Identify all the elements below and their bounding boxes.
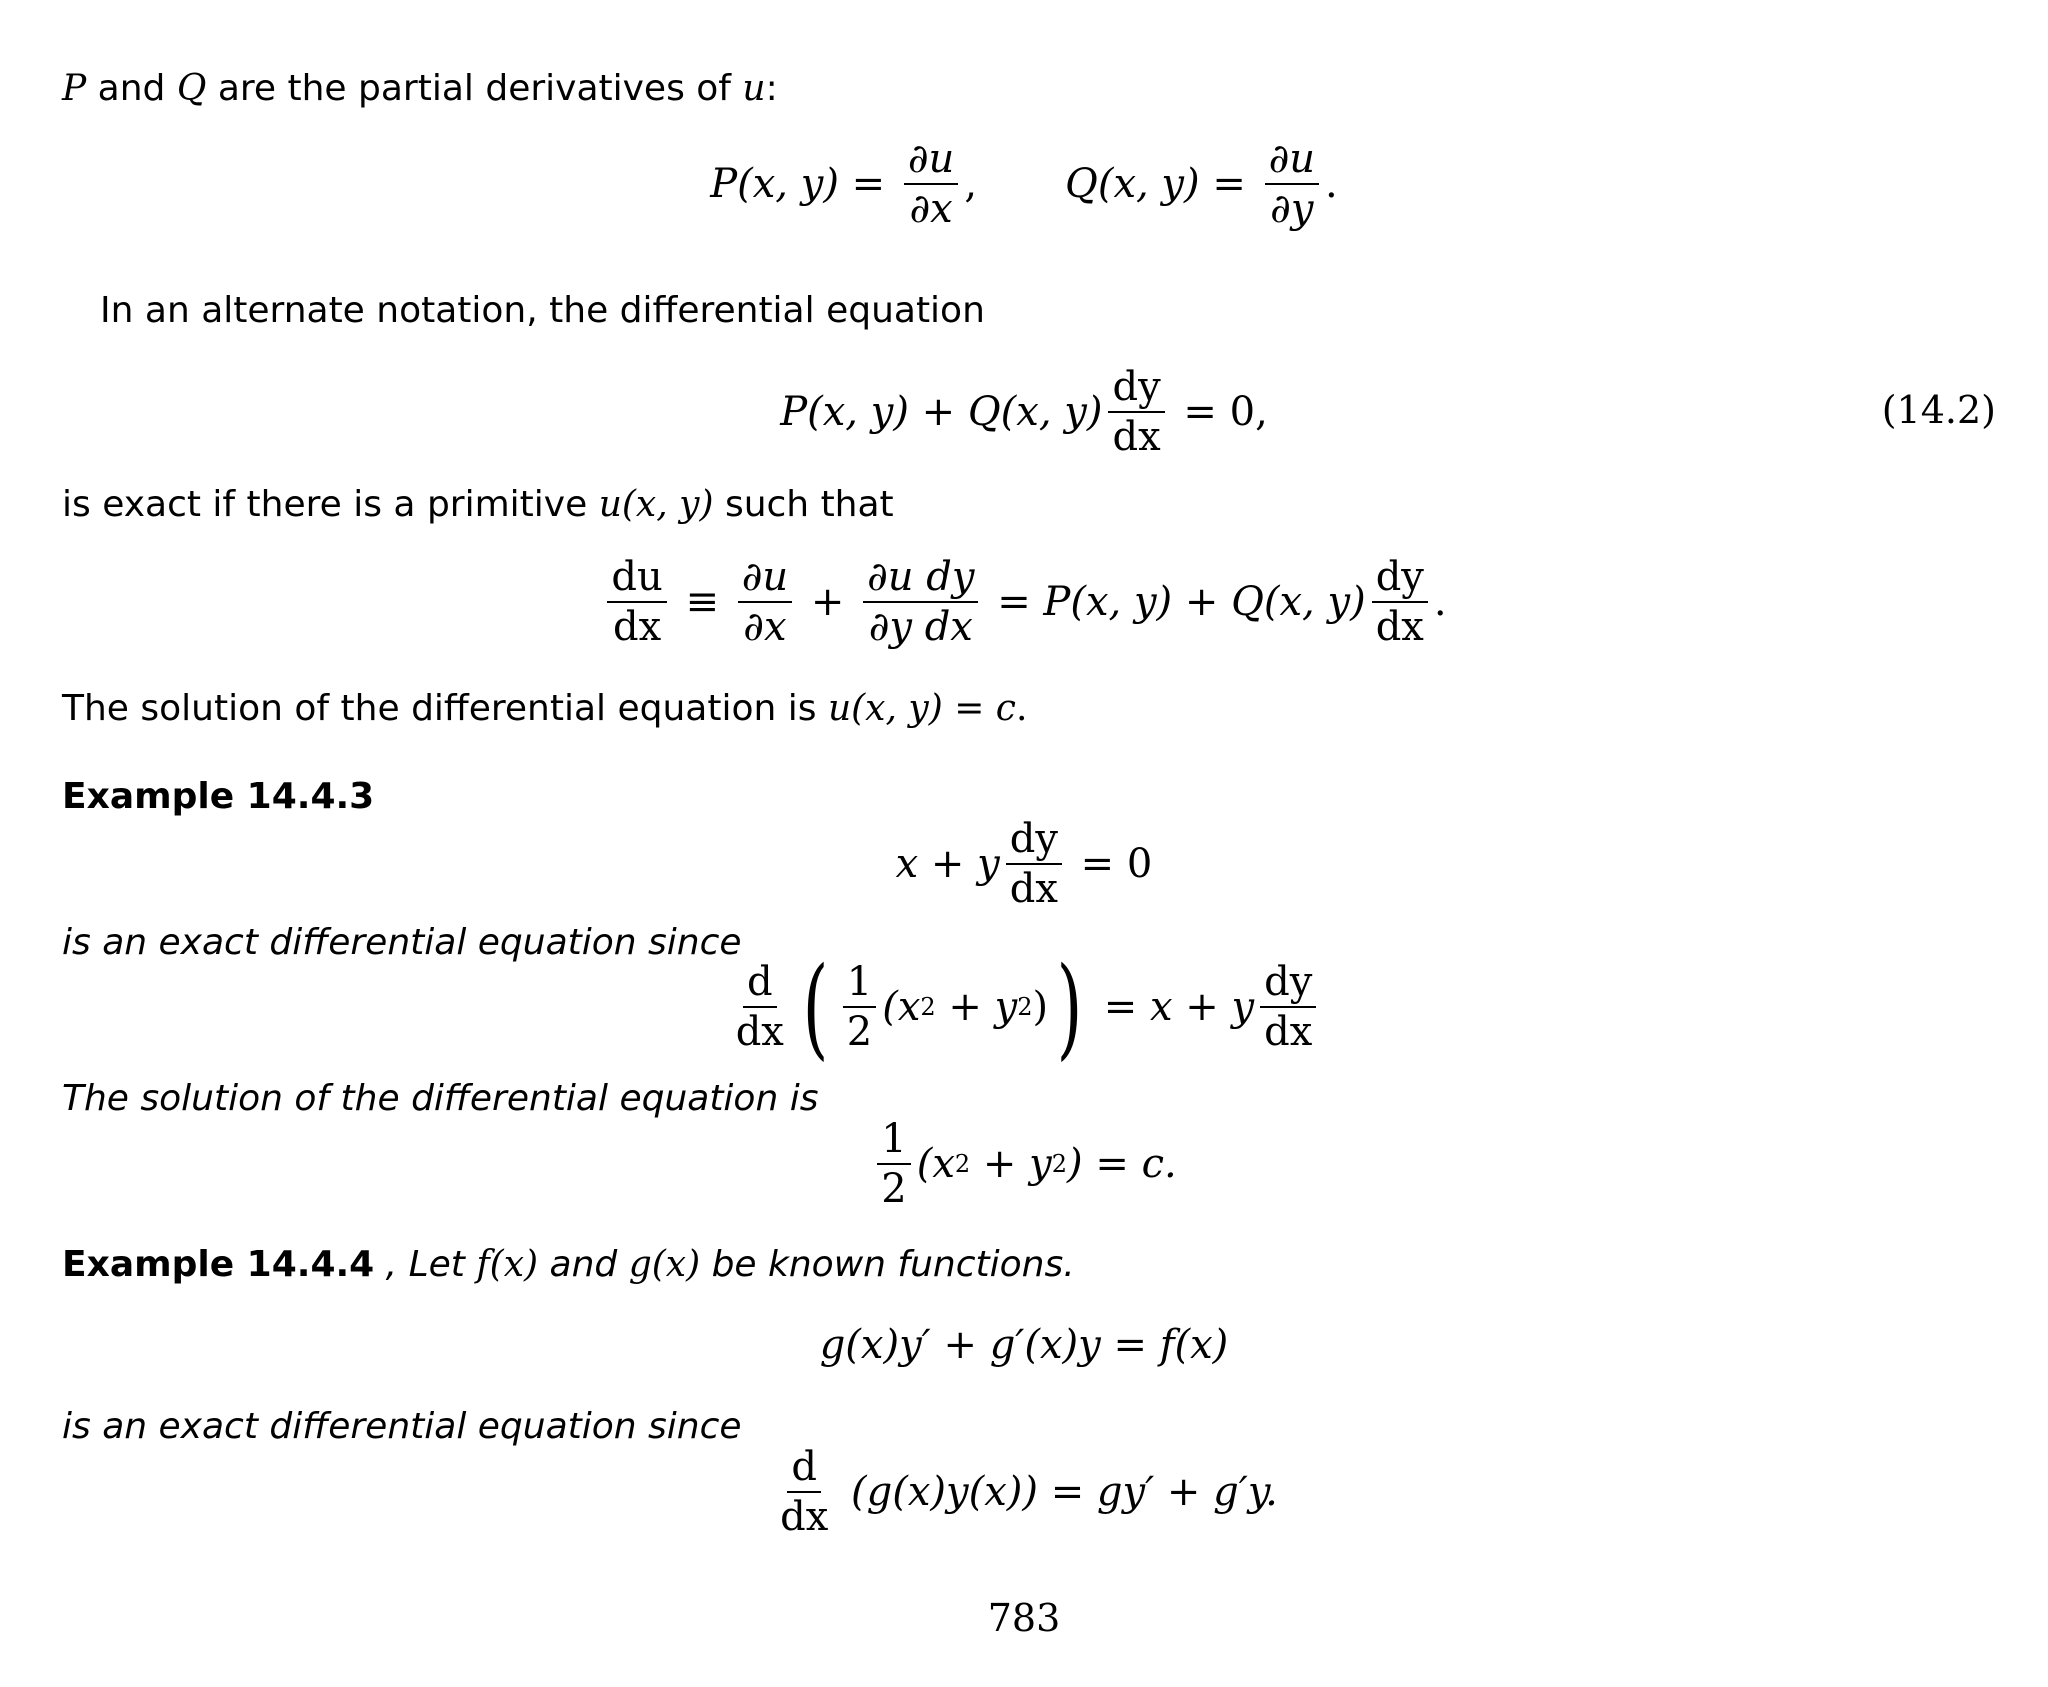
- example-14-4-4-heading: Example 14.4.4 , Let f(x) and g(x) be known functions.: [62, 1244, 1075, 1285]
- fraction-partial-u-y-dy-dx: $\frac{\text{∂u dy}}{\text{∂y dx}}$: [863, 556, 978, 648]
- fraction-partial-u-x: $\frac{\partial u}{\partial x}$: [738, 556, 792, 648]
- fraction-dy-dx-2: $\frac{dy}{dx}$: [1372, 556, 1428, 648]
- fraction-du-dx-total: $\frac{du}{dx}$: [607, 556, 666, 648]
- solution-paragraph-example: The solution of the differential equation is: [62, 1078, 819, 1119]
- fraction-d-dx-2: $\frac{d}{dx}$: [780, 1444, 829, 1540]
- fraction-d-dx: $\frac{d}{dx}$: [735, 959, 784, 1055]
- equation-total-derivative: $\frac{du}{dx}$ ≡ $\frac{\partial u}{\partial x}$ + $\frac{\text{∂u dy}}{\text{∂y dx}}$ = P(x, y) + Q(x, y) $\frac{dy}{dx}$ .: [0, 556, 2048, 648]
- fraction-dy-dx: $\frac{dy}{dx}$: [1108, 366, 1164, 458]
- equation-14-2: P(x, y) + Q(x, y) $\frac{dy}{dx}$ = 0,: [780, 364, 1268, 460]
- equation-example-14-4-4: g(x)y′ + g′(x)y = f(x): [819, 1322, 1229, 1368]
- fraction-dy-dx-ex1: $\frac{dy}{dx}$: [1006, 818, 1062, 910]
- fraction-du-dx: $\frac{\partial u}{\partial x}$: [904, 138, 958, 230]
- page-number: 783: [987, 1596, 1061, 1640]
- fraction-du-dy: $\frac{\partial u}{\partial y}$: [1265, 138, 1319, 230]
- exact-since-paragraph-1: is an exact differential equation since: [62, 922, 742, 963]
- fraction-one-half: $\frac{1}{2}$: [843, 961, 876, 1053]
- exact-since-paragraph-2: is an exact differential equation since: [62, 1406, 742, 1447]
- equation-solution-example: $\frac{1}{2}$ (x 2 + y 2 ) = c.: [0, 1118, 2048, 1210]
- alternate-notation-paragraph: In an alternate notation, the differential equation: [100, 290, 985, 331]
- equation-derivative-half-sum: $\frac{d}{dx}$ ( $\frac{1}{2}$ (x 2 + y 2 ) ) = x + y $\frac{dy}{dx}$: [0, 952, 2048, 1062]
- partial-derivatives-intro: P and Q are the partial derivatives of u:: [62, 68, 778, 109]
- fraction-dy-dx-ex1b: $\frac{dy}{dx}$: [1260, 961, 1316, 1053]
- exact-primitive-paragraph: is exact if there is a primitive u(x, y) such that: [62, 484, 894, 525]
- equation-number: (14.2): [1881, 388, 1996, 432]
- solution-paragraph: The solution of the differential equation is u(x, y) = c.: [62, 688, 1028, 729]
- equation-partial-derivatives: P(x, y) = $\frac{\partial u}{\partial x}$ , Q(x, y) = $\frac{\partial u}{\partial y}$ .: [710, 136, 1338, 232]
- example-14-4-3-heading: Example 14.4.3: [62, 776, 375, 817]
- equation-product-derivative: $\frac{d}{dx}$ (g(x)y(x)) = gy′ + g′y.: [0, 1446, 2048, 1538]
- equation-example-14-4-3: x + y $\frac{dy}{dx}$ = 0: [895, 816, 1153, 912]
- fraction-one-half-2: $\frac{1}{2}$: [877, 1118, 910, 1210]
